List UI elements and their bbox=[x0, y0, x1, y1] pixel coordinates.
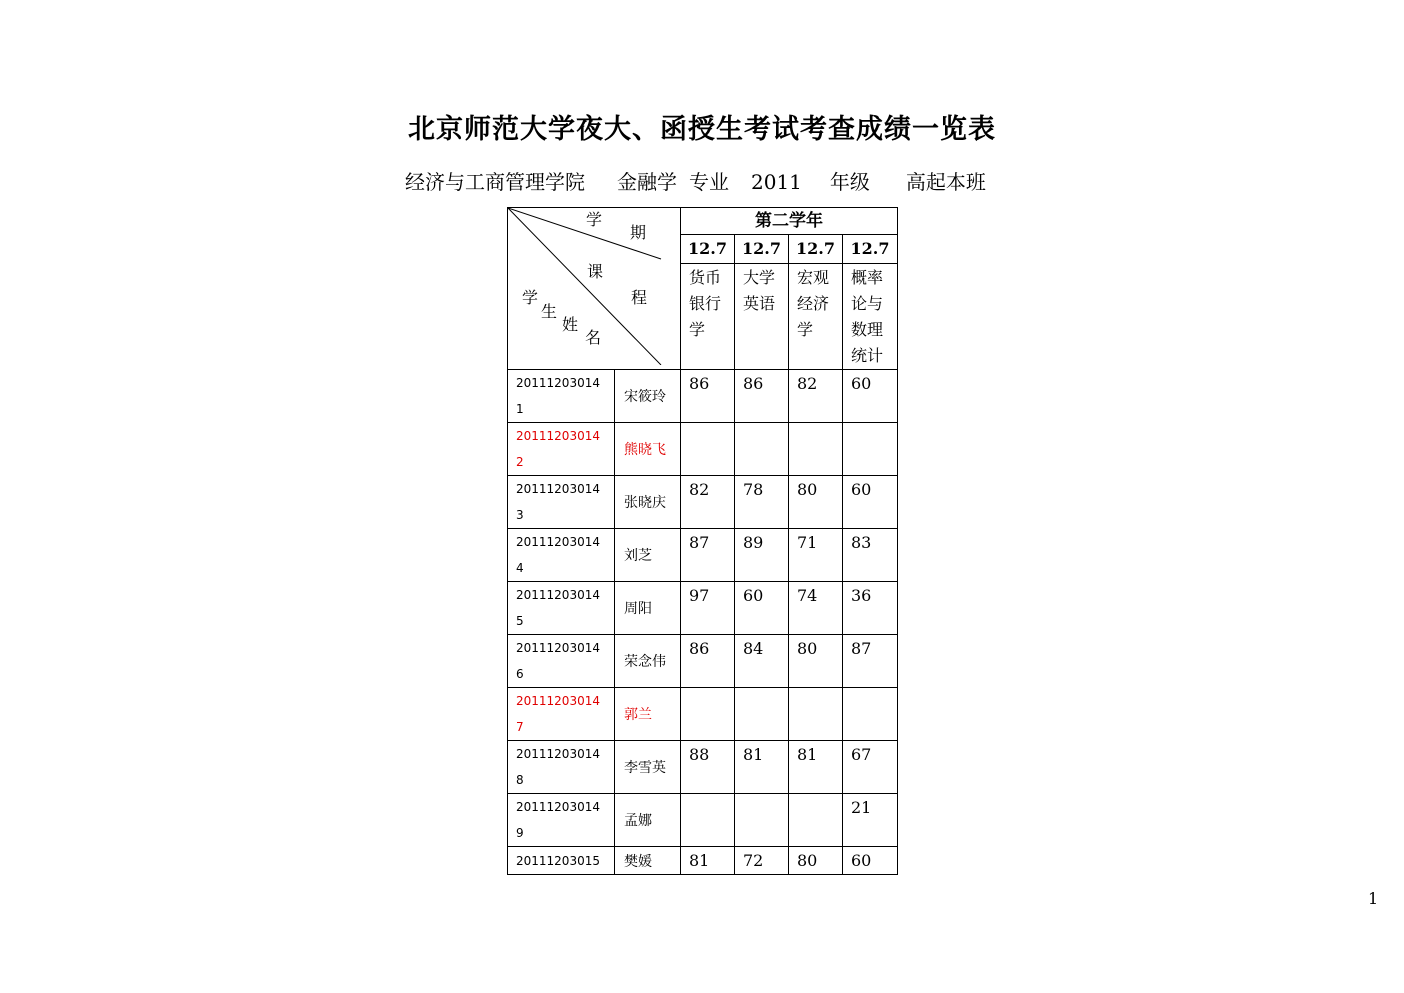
student-id-line: 20111203014 bbox=[516, 535, 600, 549]
score-cell bbox=[789, 688, 843, 741]
diag-label: 期 bbox=[630, 223, 647, 242]
score-cell: 82 bbox=[681, 476, 735, 529]
score-cell: 84 bbox=[735, 635, 789, 688]
student-id-line: 20111203014 bbox=[516, 429, 600, 443]
score-cell bbox=[735, 794, 789, 847]
score-cell: 86 bbox=[681, 370, 735, 423]
student-id bbox=[508, 794, 615, 847]
grades-table bbox=[507, 207, 898, 875]
student-name: 宋筱玲 bbox=[615, 370, 681, 423]
major-name: 金融学 bbox=[617, 170, 677, 194]
exam-date: 12.7 bbox=[735, 235, 789, 264]
score-cell: 81 bbox=[681, 847, 735, 875]
score-cell: 81 bbox=[735, 741, 789, 794]
student-name: 孟娜 bbox=[615, 794, 681, 847]
score-cell bbox=[789, 423, 843, 476]
course-name bbox=[681, 264, 735, 370]
student-id bbox=[508, 476, 615, 529]
student-id-line: 6 bbox=[516, 667, 524, 681]
score-cell bbox=[681, 794, 735, 847]
student-id-line: 4 bbox=[516, 561, 524, 575]
score-cell: 71 bbox=[789, 529, 843, 582]
diag-label: 学 bbox=[522, 288, 539, 307]
student-id-line: 5 bbox=[516, 614, 524, 628]
student-id-line: 20111203014 bbox=[516, 482, 600, 496]
student-id-line: 20111203014 bbox=[516, 694, 600, 708]
score-cell: 60 bbox=[843, 476, 898, 529]
grade-label: 年级 bbox=[829, 170, 870, 194]
subtitle bbox=[405, 168, 986, 196]
table-row bbox=[508, 688, 898, 741]
student-name: 周阳 bbox=[615, 582, 681, 635]
table-row bbox=[508, 741, 898, 794]
score-cell: 67 bbox=[843, 741, 898, 794]
student-id bbox=[508, 529, 615, 582]
course-name bbox=[789, 264, 843, 370]
score-cell bbox=[789, 794, 843, 847]
exam-date: 12.7 bbox=[789, 235, 843, 264]
score-cell: 86 bbox=[735, 370, 789, 423]
student-id-line: 20111203015 bbox=[516, 853, 600, 868]
score-cell: 97 bbox=[681, 582, 735, 635]
student-name: 李雪英 bbox=[615, 741, 681, 794]
score-cell: 87 bbox=[843, 635, 898, 688]
score-cell: 60 bbox=[843, 370, 898, 423]
student-name: 郭兰 bbox=[615, 688, 681, 741]
course-label: 货币银行学 bbox=[689, 268, 722, 339]
score-cell bbox=[735, 423, 789, 476]
student-id bbox=[508, 635, 615, 688]
table-row bbox=[508, 423, 898, 476]
student-id bbox=[508, 370, 615, 423]
score-cell bbox=[843, 688, 898, 741]
score-cell: 21 bbox=[843, 794, 898, 847]
student-id-line: 9 bbox=[516, 826, 524, 840]
major-label: 专业 bbox=[689, 170, 729, 194]
score-cell: 78 bbox=[735, 476, 789, 529]
score-cell: 83 bbox=[843, 529, 898, 582]
exam-date: 12.7 bbox=[843, 235, 898, 264]
student-id-line: 2 bbox=[516, 455, 524, 469]
score-cell: 81 bbox=[789, 741, 843, 794]
course-label: 宏观经济学 bbox=[797, 268, 830, 339]
table-row bbox=[508, 635, 898, 688]
table-row bbox=[508, 794, 898, 847]
page-title: 北京师范大学夜大、函授生考试考查成绩一览表 bbox=[408, 114, 996, 145]
course-name bbox=[735, 264, 789, 370]
student-name: 樊媛 bbox=[615, 847, 681, 875]
table-row bbox=[508, 582, 898, 635]
student-id-line: 8 bbox=[516, 773, 524, 787]
student-name: 熊晓飞 bbox=[615, 423, 681, 476]
student-name: 张晓庆 bbox=[615, 476, 681, 529]
student-id-line: 20111203014 bbox=[516, 800, 600, 814]
diag-label: 课 bbox=[587, 262, 604, 281]
course-label: 大学英语 bbox=[743, 268, 776, 313]
score-cell bbox=[681, 688, 735, 741]
student-id-line: 20111203014 bbox=[516, 588, 600, 602]
student-id-line: 1 bbox=[516, 402, 524, 416]
student-name: 刘芝 bbox=[615, 529, 681, 582]
student-id bbox=[508, 688, 615, 741]
student-id bbox=[508, 741, 615, 794]
score-cell: 82 bbox=[789, 370, 843, 423]
course-name bbox=[843, 264, 898, 370]
score-cell: 88 bbox=[681, 741, 735, 794]
student-id-line: 20111203014 bbox=[516, 747, 600, 761]
college-name: 经济与工商管理学院 bbox=[405, 170, 585, 194]
student-id bbox=[508, 582, 615, 635]
score-cell: 72 bbox=[735, 847, 789, 875]
score-cell: 87 bbox=[681, 529, 735, 582]
semester-header: 第二学年 bbox=[681, 208, 898, 235]
student-id bbox=[508, 423, 615, 476]
exam-date: 12.7 bbox=[681, 235, 735, 264]
score-cell: 80 bbox=[789, 847, 843, 875]
diag-label: 学 bbox=[586, 210, 603, 229]
score-cell: 80 bbox=[789, 476, 843, 529]
grade-year: 2011 bbox=[751, 170, 802, 194]
table-row bbox=[508, 370, 898, 423]
student-id bbox=[508, 847, 615, 875]
table-row bbox=[508, 476, 898, 529]
score-cell bbox=[843, 423, 898, 476]
student-id-line: 3 bbox=[516, 508, 524, 522]
score-cell bbox=[735, 688, 789, 741]
class-name: 高起本班 bbox=[905, 170, 986, 194]
score-cell: 86 bbox=[681, 635, 735, 688]
score-cell: 36 bbox=[843, 582, 898, 635]
score-cell bbox=[681, 423, 735, 476]
score-cell: 60 bbox=[843, 847, 898, 875]
student-name: 荣念伟 bbox=[615, 635, 681, 688]
table-row bbox=[508, 847, 898, 875]
diag-label: 姓 bbox=[562, 315, 579, 334]
diag-label: 程 bbox=[631, 288, 648, 307]
score-cell: 80 bbox=[789, 635, 843, 688]
course-label: 概率论与数理统计 bbox=[851, 268, 884, 365]
score-cell: 60 bbox=[735, 582, 789, 635]
diagonal-header-cell bbox=[508, 208, 681, 370]
score-cell: 74 bbox=[789, 582, 843, 635]
score-cell: 89 bbox=[735, 529, 789, 582]
diag-label: 名 bbox=[585, 328, 602, 347]
diag-label: 生 bbox=[541, 302, 558, 321]
page-number: 1 bbox=[1368, 889, 1379, 908]
student-id-line: 20111203014 bbox=[516, 641, 600, 655]
student-id-line: 20111203014 bbox=[516, 376, 600, 390]
student-id-line: 7 bbox=[516, 720, 524, 734]
table-row bbox=[508, 529, 898, 582]
